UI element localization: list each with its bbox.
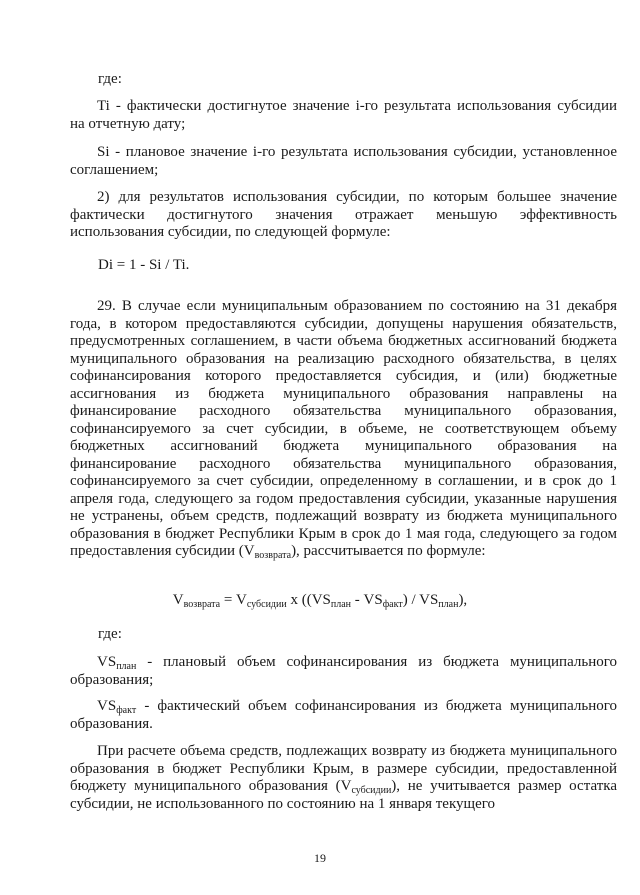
page-number: 19 [314,851,326,865]
where-label-1: где: [98,71,122,87]
vs-plan-text: - плановый объем софинансирования из бюджета муниципального образования; [70,654,617,688]
where-label-2: где: [98,626,122,642]
last-paragraph-tail: ), не учитывается размер остатка субсидии, не использованного по состоянию на 1 января текущего [70,778,617,812]
formula-div: ) / VS [402,592,439,608]
formula-subsidy-sub: субсидии [246,599,287,610]
si-definition: Si - плановое значение i-го результата использования субсидии, установленное соглашением; [70,144,617,178]
vs-fact-sub: факт [116,705,137,716]
vs-fact-symbol: VS [97,698,117,714]
formula-v-sub: возврата [183,599,221,610]
vs-fact-definition [70,698,617,733]
formula-plan-sub: план [330,599,352,610]
vs-plan-sub: план [116,661,137,672]
paragraph-29-tail: ), рассчитывается по формуле: [291,543,486,559]
last-paragraph [70,743,617,813]
formula-plan-sub-2: план [438,599,459,610]
formula-fact-sub: факт [382,599,403,610]
formula-end: ), [458,592,468,608]
last-paragraph-text: При расчете объема средств, подлежащих возврату из бюджета муниципального образования в бюджет Республики Крым, в размере субсидии, предоставленной бюджету муниципального образования (V [70,743,617,794]
formula-mid: x ((VS [286,592,331,608]
vs-plan-definition [70,654,617,689]
paragraph-29-text: 29. В случае если муниципальным образованием по состоянию на 31 декабря года, в котором предоставляются субсидии, допущены нарушения обязательств, предусмотренных соглашением, в части объема бюджетных ассигнований бюджета муниципального образования на реализацию расходного обязательства, в целях софинансирования которого предоставляется субсидия, и (или) бюджетные ассигнования из бюджета муниципального образования направлены на финансирование расходного обязательства муниципального образования, софинансируемого за счет субсидии, в объеме, не соответствующем объему бюджетных ассигнований бюджета муниципального образования на финансирование расходного обязательства муниципального образования, софинансируемого за счет субсидии, определенному в соглашении, и в срок до 1 апреля года, следующего за годом предоставления субсидии, указанные нарушения не устранены, объем средств, подлежащий возврату из бюджета муниципального образования в бюджет Республики Крым в срок до 1 мая года, следующего за годом предоставления субсидии (V [70,298,617,559]
paragraph-29 [70,298,617,561]
formula-eq: = V [220,592,247,608]
formula-di: Di = 1 - Si / Ti. [98,257,190,273]
ti-definition: Ti - фактически достигнутое значение i-го результата использования субсидии на отчетную дату; [70,98,617,132]
vs-plan-symbol: VS [97,654,117,670]
vs-fact-text: - фактический объем софинансирования из бюджета муниципального образования. [70,698,617,732]
item-2-paragraph: 2) для результатов использования субсидии, по которым большее значение фактически достигнутого значения отражает меньшую эффективность использования субсидии, по следующей формуле: [70,189,617,240]
formula-return [0,592,640,610]
formula-v: V [172,592,184,608]
formula-minus: - VS [351,592,383,608]
paragraph-29-subscript: возврата [254,550,292,561]
last-paragraph-sub: субсидии [351,785,392,796]
